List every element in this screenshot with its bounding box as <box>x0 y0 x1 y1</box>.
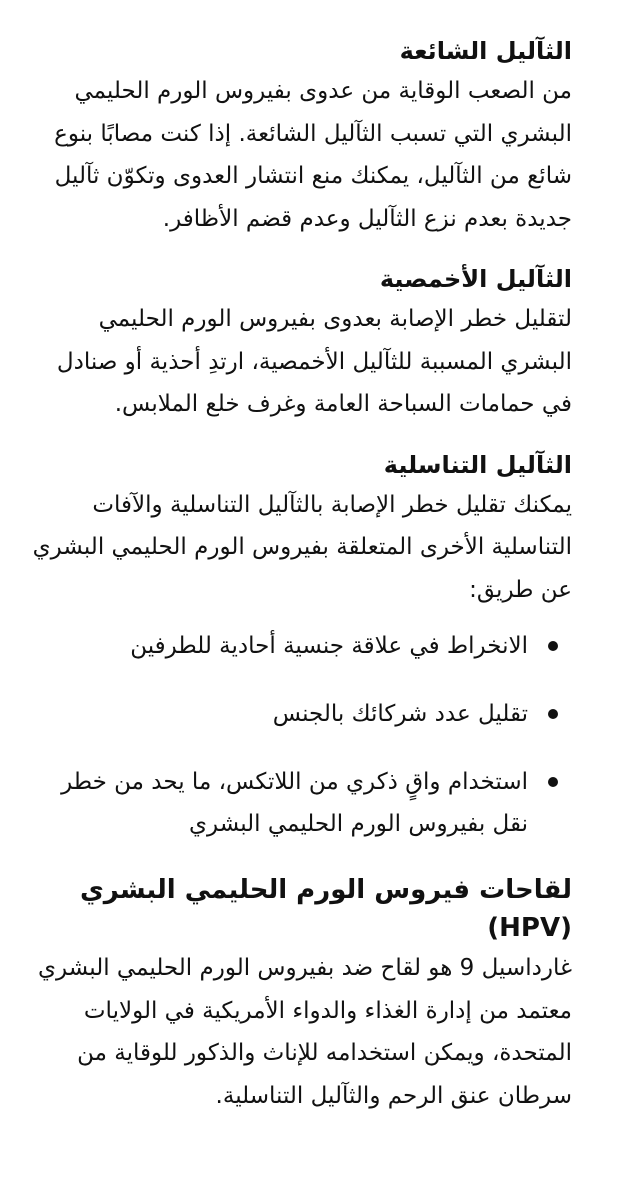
bullet-icon <box>548 709 558 719</box>
hpv-vaccines-section <box>26 871 572 1117</box>
section-paragraph: لتقليل خطر الإصابة بعدوى بفيروس الورم الحليمي البشري المسببة للثآليل الأخمصية، ارتدِ أحذية أو صنادل في حمامات السباحة العامة وغرف خلع الملابس. <box>56 306 572 417</box>
cut-off-heading <box>26 0 572 18</box>
list-item <box>26 625 572 667</box>
section-paragraph: من الصعب الوقاية من عدوى بفيروس الورم الحليمي البشري التي تسبب الثآليل الشائعة. إذا كنت مصابًا بنوع شائع من الثآليل، يمكنك منع انتشار العدوى وتكوّن ثآليل جديدة بعدم نزع الثآليل وعدم قضم الأظافر. <box>54 78 572 232</box>
section-heading: لقاحات فيروس الورم الحليمي البشري (HPV) <box>79 875 572 943</box>
list-item-text: تقليل عدد شركائك بالجنس <box>272 701 528 727</box>
list-item <box>26 693 572 735</box>
section-paragraph: يمكنك تقليل خطر الإصابة بالثآليل التناسلية والآفات التناسلية الأخرى المتعلقة بفيروس الورم الحليمي البشري عن طريق: <box>32 491 572 603</box>
plantar-warts-section <box>26 260 572 426</box>
list-item <box>26 761 572 845</box>
section-heading: الثآليل الشائعة <box>399 37 572 65</box>
cut-off-paragraph <box>26 1123 572 1163</box>
prevention-list <box>26 625 572 845</box>
genital-warts-section <box>26 446 572 846</box>
section-heading: الثآليل الأخمصية <box>379 265 572 293</box>
list-item-text: الانخراط في علاقة جنسية أحادية للطرفين <box>130 633 528 659</box>
bullet-icon <box>548 641 558 651</box>
bullet-icon <box>548 777 558 787</box>
section-paragraph: غارداسيل 9 هو لقاح ضد بفيروس الورم الحليمي البشري معتمد من إدارة الغذاء والدواء الأمريكية في الولايات المتحدة، ويمكن استخدامه للإناث والذكور للوقاية من سرطان عنق الرحم والثآليل التناسلية. <box>38 955 572 1109</box>
list-item-text: استخدام واقٍ ذكري من اللاتكس، ما يحد من خطر نقل بفيروس الورم الحليمي البشري <box>61 769 528 837</box>
section-heading: الثآليل التناسلية <box>383 450 572 479</box>
common-warts-section <box>26 32 572 240</box>
